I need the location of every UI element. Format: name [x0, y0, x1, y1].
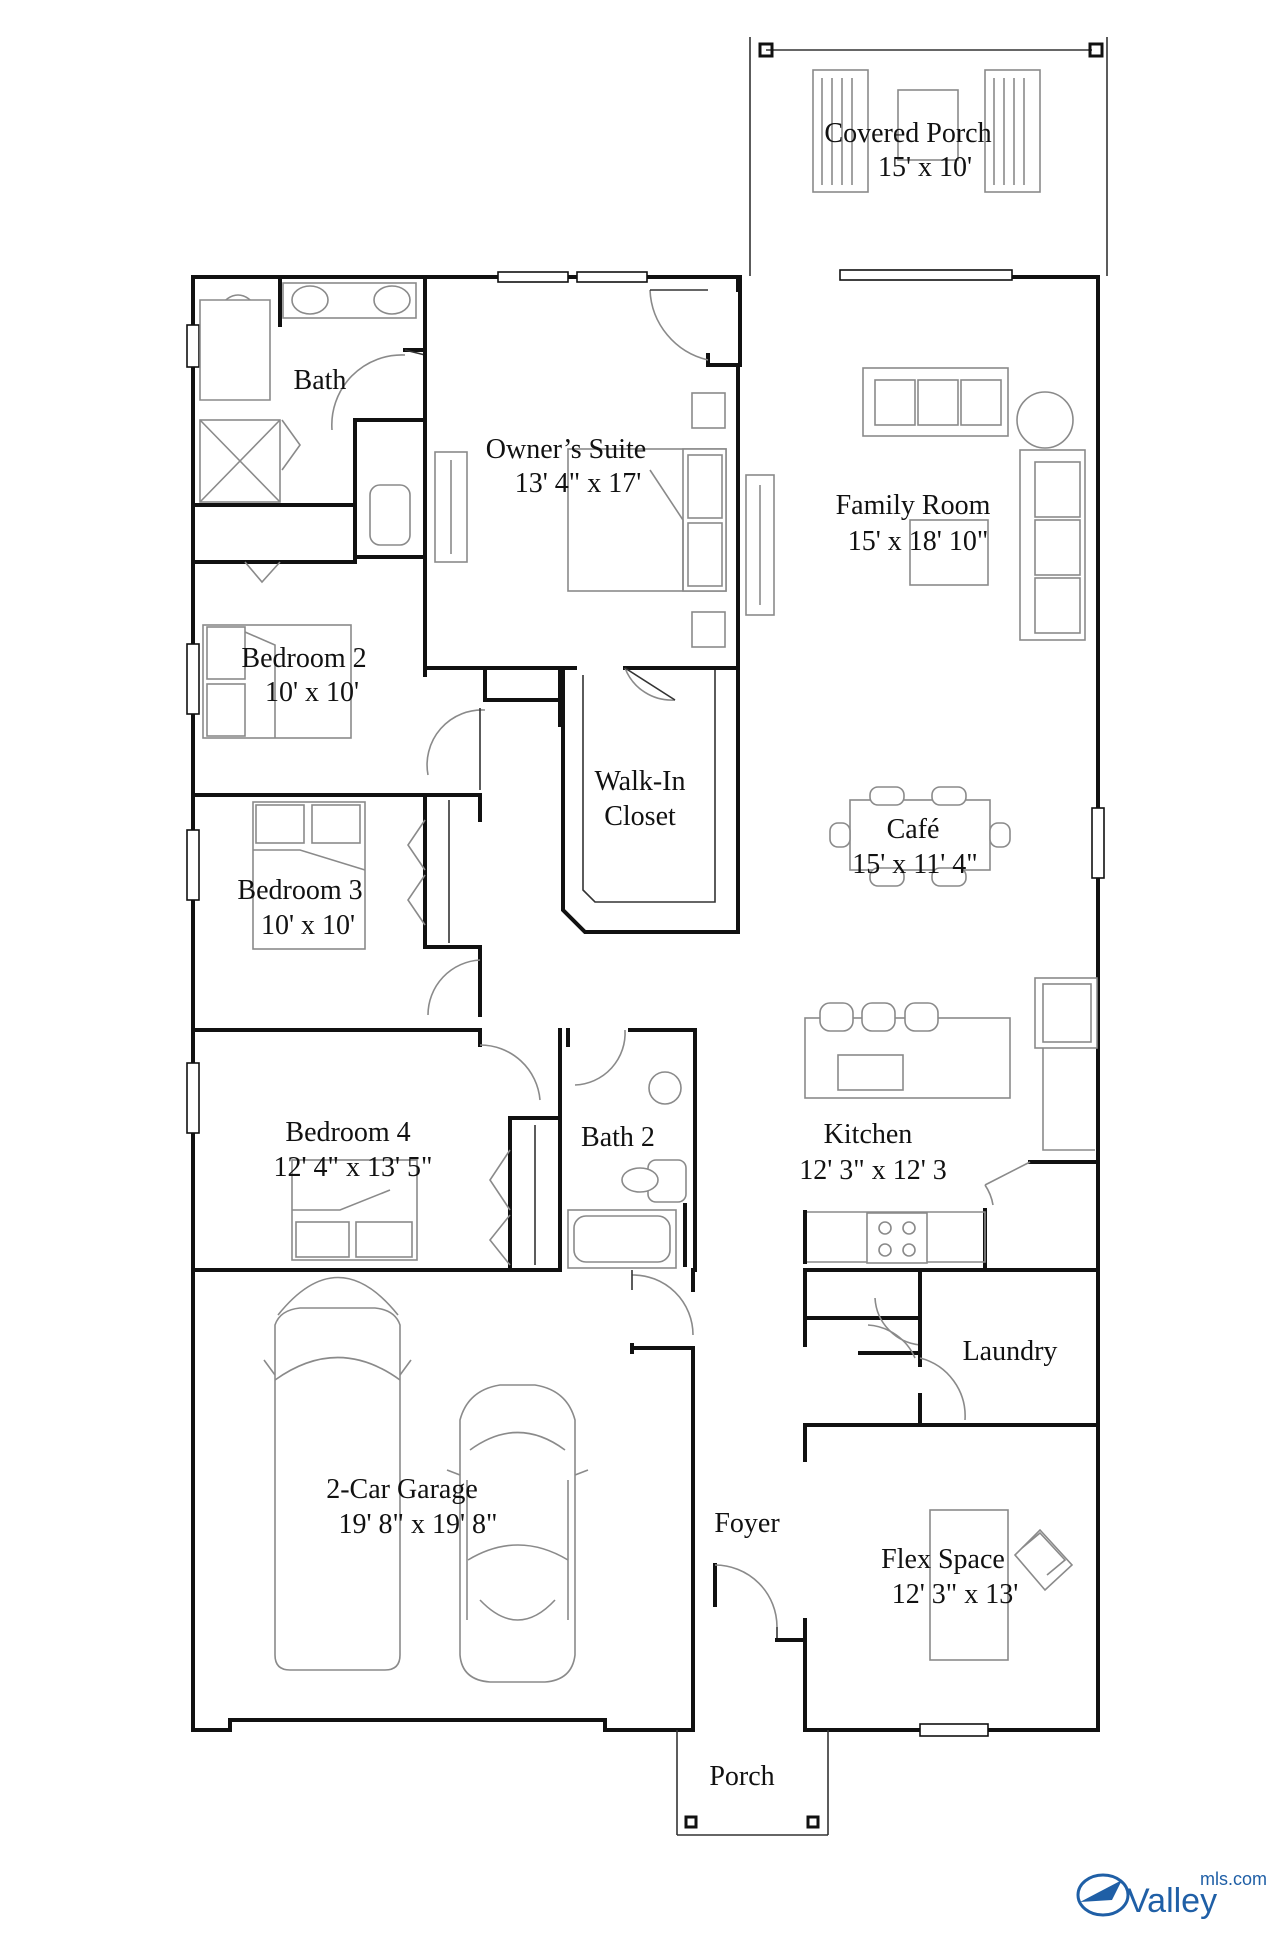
swoosh-arrow-icon	[1080, 1880, 1122, 1902]
kitchen-name: Kitchen	[823, 1119, 913, 1150]
bedroom-3-name: Bedroom 3	[237, 875, 363, 906]
flex-space-size: 12' 3" x 13'	[891, 1579, 1019, 1610]
bedroom-3-size: 10' x 10'	[260, 910, 356, 941]
cafe-name: Café	[886, 814, 940, 845]
bedroom-4-name: Bedroom 4	[285, 1117, 411, 1148]
walk-in-closet-line2: Closet	[604, 801, 676, 832]
bedroom-2-size: 10' x 10'	[264, 677, 360, 708]
logo-suffix: mls.com	[1200, 1869, 1267, 1889]
bedroom-2-name: Bedroom 2	[241, 643, 367, 674]
living-furniture	[746, 368, 1085, 886]
covered-porch-name: Covered Porch	[824, 118, 992, 149]
owners-bath-fixtures	[193, 277, 425, 582]
family-room-size: 15' x 18' 10"	[847, 526, 989, 557]
garage-name: 2-Car Garage	[326, 1474, 478, 1505]
valley-mls-logo	[1078, 1869, 1267, 1920]
foyer-name: Foyer	[714, 1508, 780, 1539]
laundry-name: Laundry	[962, 1336, 1058, 1367]
covered-porch-size: 15' x 10'	[877, 152, 973, 183]
owners-suite-name: Owner’s Suite	[485, 434, 647, 465]
walk-in-closet-walls	[563, 668, 738, 932]
garage-size: 19' 8" x 19' 8"	[338, 1509, 498, 1540]
owners-suite-size: 13' 4" x 17'	[514, 468, 642, 499]
flex-space-name: Flex Space	[881, 1544, 1005, 1575]
bath-name: Bath	[293, 365, 347, 396]
walk-in-closet-line1: Walk-In	[594, 766, 686, 797]
kitchen-size: 12' 3" x 12' 3	[799, 1155, 947, 1186]
cafe-size: 15' x 11' 4"	[852, 849, 978, 880]
family-room-name: Family Room	[835, 490, 991, 521]
logo-brand: Valley	[1127, 1882, 1218, 1920]
porch-name: Porch	[709, 1761, 775, 1792]
bath-2-name: Bath 2	[581, 1122, 655, 1153]
bedroom-4-size: 12' 4" x 13' 5"	[273, 1152, 433, 1183]
